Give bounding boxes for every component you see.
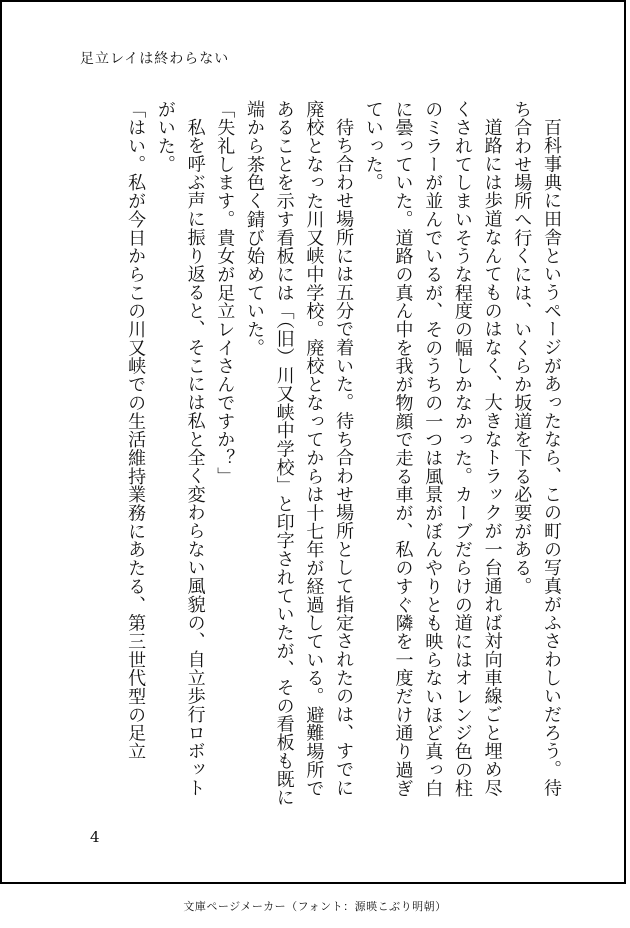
paragraph: 待ち合わせ場所には五分で着いた。待ち合わせ場所として指定されたのは、すでに廃校となった川又峡中学校。廃校となってからは十七年が経過している。避難場所であることを示す看板には「（旧）川又峡中学校」と印字されていたが、その看板も既に端から茶色く錆び始めていた。: [243, 100, 355, 807]
vertical-body-text: [46, 100, 566, 812]
dialogue-line: 「はい。私が今日からこの川又峡での生活維持業務にあたる、第三世代型の足立: [125, 100, 147, 761]
running-title: 足立レイは終わらない: [80, 51, 230, 67]
dialogue-line: 「失礼します。貴女が足立レイさんですか？」: [214, 100, 236, 486]
paragraph: 道路には歩道なんてものはなく、大きなトラックが一台通れば対向車線ごと埋め尽くされてしまいそうな程度の幅しかなかった。カーブだらけの道にはオレンジ色の柱のミラーが並んでいるが、そのうちの一つは風景がぼんやりとも映らないほど真っ白に曇っていた。道路の真ん中を我が物顔で走る車が、私のすぐ隣を一度だけ通り過ぎていった。: [362, 100, 503, 798]
paragraph: 私を呼ぶ声に振り返ると、そこには私と全く変わらない風貌の、自立歩行ロボットがいた。: [154, 100, 206, 797]
page-number: 4: [90, 828, 100, 846]
footer-caption: 文庫ページメーカー（フォント：源暎こぶり明朝）: [183, 900, 447, 913]
paragraph: 百科事典に田舎というページがあったなら、この町の写真がふさわしいだろう。待ち合わせ場所へ行くには、いくらか坂道を下る必要がある。: [511, 100, 562, 797]
